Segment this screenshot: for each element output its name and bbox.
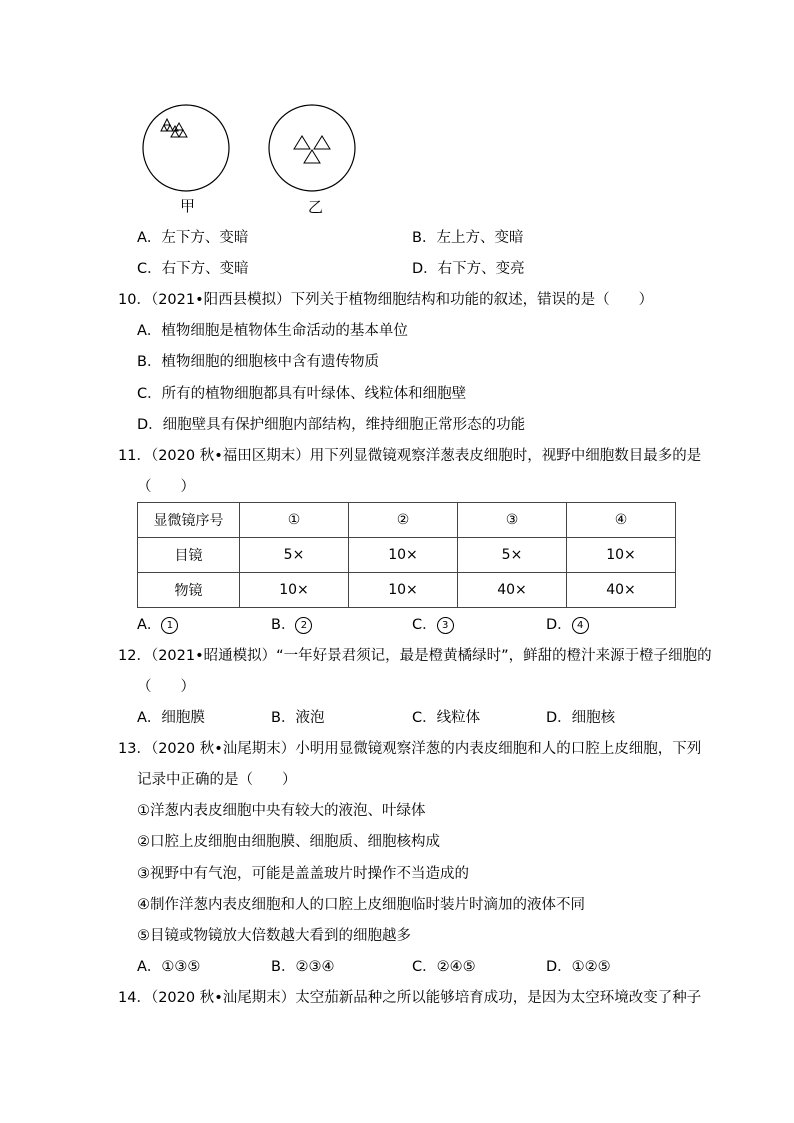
table-cell: 目镜 — [138, 538, 240, 573]
q13-item-1: ①洋葱内表皮细胞中央有较大的液泡、叶绿体 — [137, 803, 426, 819]
option-letter: B． — [271, 617, 296, 633]
q12-option-b[interactable]: B．液泡 — [271, 710, 325, 726]
q13-item-2: ②口腔上皮细胞由细胞膜、细胞质、细胞核构成 — [137, 834, 440, 850]
table-cell: 物镜 — [138, 573, 240, 608]
table-cell: 5× — [240, 538, 349, 573]
circled-number: 3 — [437, 617, 454, 634]
option-letter: D． — [546, 617, 572, 633]
field-of-view-yi — [269, 105, 355, 191]
table-row — [138, 573, 676, 608]
table-cell: 40× — [567, 573, 676, 608]
q11-stem: 11．（2020 秋•福田区期末）用下列显微镜观察洋葱表皮细胞时，视野中细胞数目最多的是 — [118, 448, 702, 464]
figure-label-yi: 乙 — [308, 198, 324, 216]
table-header-cell: ② — [349, 503, 458, 538]
field-of-view-jia — [143, 105, 229, 191]
q11-option-c[interactable] — [412, 615, 455, 635]
q11-option-a[interactable] — [137, 615, 179, 635]
q13-item-4: ④制作洋葱内表皮细胞和人的口腔上皮细胞临时装片时滴加的液体不同 — [137, 897, 585, 913]
q11-option-d[interactable] — [546, 615, 590, 635]
q9-option-c[interactable]: C．右下方、变暗 — [137, 261, 249, 277]
table-cell: 10× — [240, 573, 349, 608]
table-cell: 10× — [567, 538, 676, 573]
q10-stem: 10．（2021•阳西县模拟）下列关于植物细胞结构和功能的叙述，错误的是（ ） — [118, 292, 654, 308]
table-cell: 10× — [349, 538, 458, 573]
table-cell: 40× — [458, 573, 567, 608]
q14-stem: 14．（2020 秋•汕尾期末）太空茄新品种之所以能够培育成功，是因为太空环境改变了种子 — [118, 990, 702, 1006]
q12-option-a[interactable]: A．细胞膜 — [137, 710, 205, 726]
circled-number: 2 — [295, 617, 312, 634]
q10-option-a[interactable]: A．植物细胞是植物体生命活动的基本单位 — [137, 323, 408, 339]
q13-option-d[interactable]: D．①②⑤ — [546, 959, 611, 975]
table-header-row — [138, 503, 676, 538]
option-letter: C． — [412, 617, 437, 633]
table-header-cell: ④ — [567, 503, 676, 538]
q10-option-b[interactable]: B．植物细胞的细胞核中含有遗传物质 — [137, 354, 379, 370]
q12-stem: 12．（2021•昭通模拟）“一年好景君须记，最是橙黄橘绿时”，鲜甜的橙汁来源于橙子细胞的 — [118, 648, 712, 664]
q13-item-5: ⑤目镜或物镜放大倍数越大看到的细胞越多 — [137, 928, 411, 944]
q9-option-d[interactable]: D．右下方、变亮 — [412, 261, 525, 277]
circled-number: 1 — [161, 617, 178, 634]
table-header-cell: ① — [240, 503, 349, 538]
q12-option-d[interactable]: D．细胞核 — [546, 710, 616, 726]
table-header-cell: 显微镜序号 — [138, 503, 240, 538]
q10-option-d[interactable]: D．细胞壁具有保护细胞内部结构，维持细胞正常形态的功能 — [137, 417, 526, 433]
q9-option-b[interactable]: B．左上方、变暗 — [412, 230, 524, 246]
microscope-field-figure — [0, 0, 794, 230]
q13-option-b[interactable]: B．②③④ — [271, 959, 335, 975]
figure-label-jia: 甲 — [180, 197, 196, 215]
q10-option-c[interactable]: C．所有的植物细胞都具有叶绿体、线粒体和细胞壁 — [137, 386, 467, 402]
q11-answer-bracket: （ ） — [137, 479, 195, 495]
q12-option-c[interactable]: C．线粒体 — [412, 710, 481, 726]
q11-option-b[interactable] — [271, 615, 313, 635]
q9-option-a[interactable]: A．左下方、变暗 — [137, 230, 249, 246]
circled-number: 4 — [572, 617, 589, 634]
q12-answer-bracket: （ ） — [137, 679, 195, 695]
option-letter: A． — [137, 617, 162, 633]
q13-stem-continued: 记录中正确的是（ ） — [137, 772, 297, 788]
table-cell: 5× — [458, 538, 567, 573]
table-cell: 10× — [349, 573, 458, 608]
microscope-table — [137, 502, 676, 608]
table-row — [138, 538, 676, 573]
q13-option-c[interactable]: C．②④⑤ — [412, 959, 476, 975]
q13-stem: 13．（2020 秋•汕尾期末）小明用显微镜观察洋葱的内表皮细胞和人的口腔上皮细胞，下列 — [118, 741, 702, 757]
q13-item-3: ③视野中有气泡，可能是盖盖玻片时操作不当造成的 — [137, 866, 469, 882]
table-header-cell: ③ — [458, 503, 567, 538]
q13-option-a[interactable]: A．①③⑤ — [137, 959, 201, 975]
